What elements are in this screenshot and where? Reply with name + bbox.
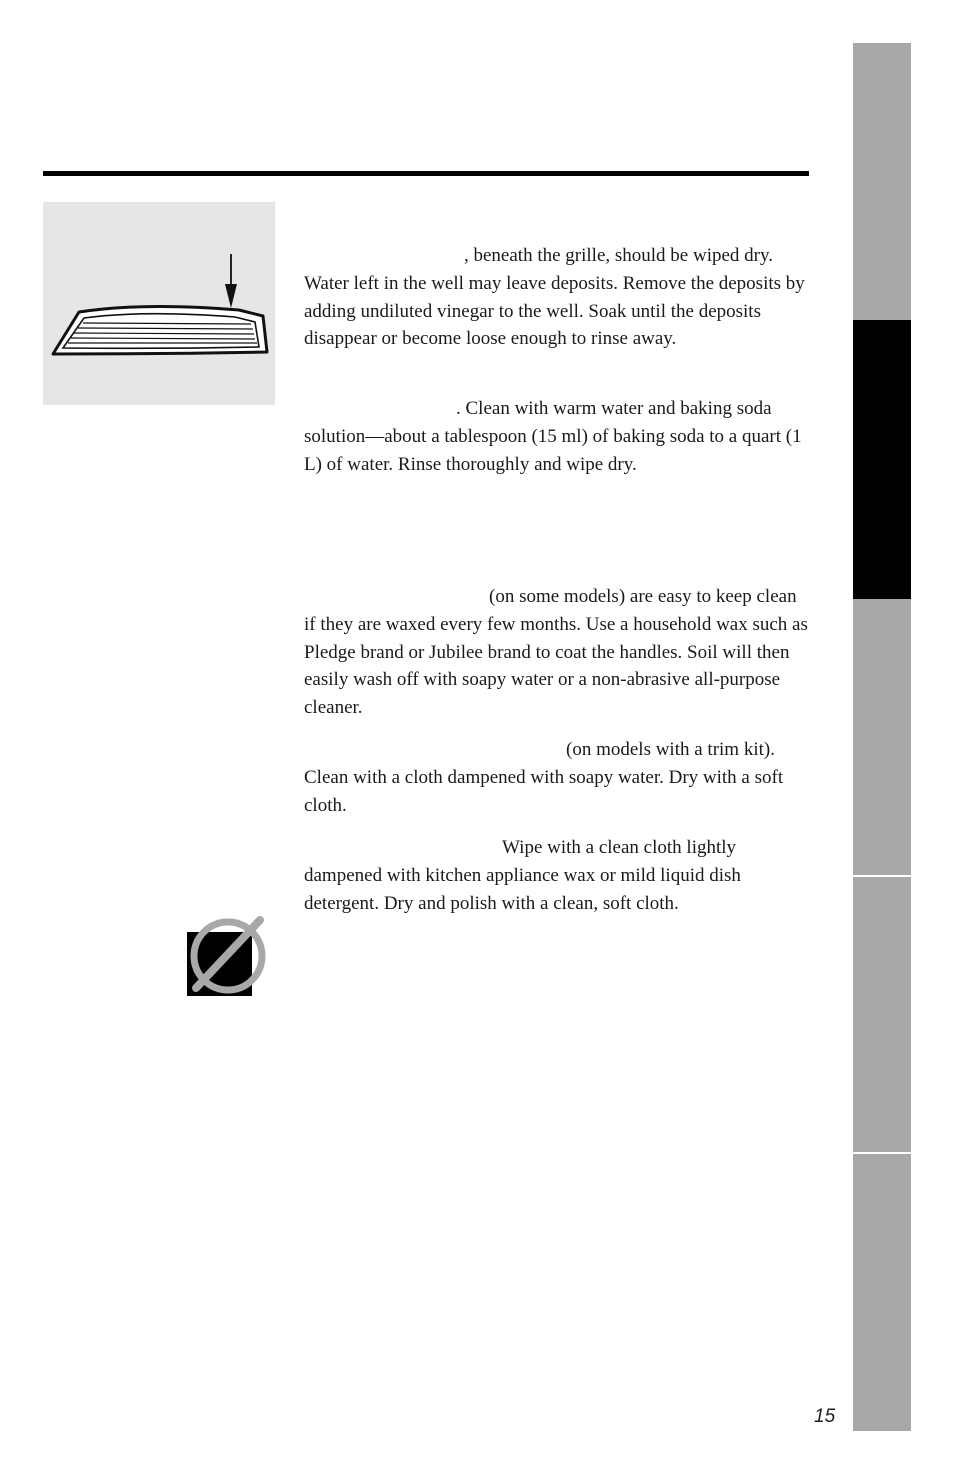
paragraph-text: , beneath the grille, should be wiped dry. Water left in the well may leave deposits. Remove the deposits by adding undiluted vinegar to the well. Soak until the deposits disappear or become loose enough to rinse away.: [304, 245, 805, 350]
prohibition-icon: [186, 912, 270, 1002]
paragraph-wax: [304, 834, 810, 917]
section-tab-active: [853, 320, 911, 599]
section-tab-3: [853, 599, 911, 875]
drip-tray-drawing: [43, 202, 275, 405]
section-tab-1: [853, 43, 911, 320]
paragraph-text: (on some models) are easy to keep clean if they are waxed every few months. Use a household wax such as Pledge brand or Jubilee brand to coat the handles. Soil will then easily wash off with soapy water or a non-abrasive all-purpose cleaner.: [304, 586, 808, 719]
prohibition-drawing: [186, 912, 270, 998]
section-tab-5: [853, 1154, 911, 1431]
paragraph-handles: [304, 583, 810, 722]
paragraph-drip-well: [304, 242, 810, 353]
paragraph-trim-kit: [304, 736, 810, 819]
drip-tray-illustration: [43, 202, 275, 405]
section-tab-4: [853, 877, 911, 1152]
paragraph-baking-soda: [304, 395, 810, 478]
paragraph-text: Wipe with a clean cloth lightly dampened with kitchen appliance wax or mild liquid dish detergent. Dry and polish with a clean, soft cloth.: [304, 837, 741, 914]
page-number: 15: [814, 1406, 836, 1427]
header-rule: [43, 171, 809, 176]
paragraph-text: (on models with a trim kit). Clean with a cloth dampened with soapy water. Dry with a soft cloth.: [304, 739, 784, 816]
paragraph-text: . Clean with warm water and baking soda solution—about a tablespoon (15 ml) of baking soda to a quart (1 L) of water. Rinse thoroughly and wipe dry.: [304, 398, 802, 475]
